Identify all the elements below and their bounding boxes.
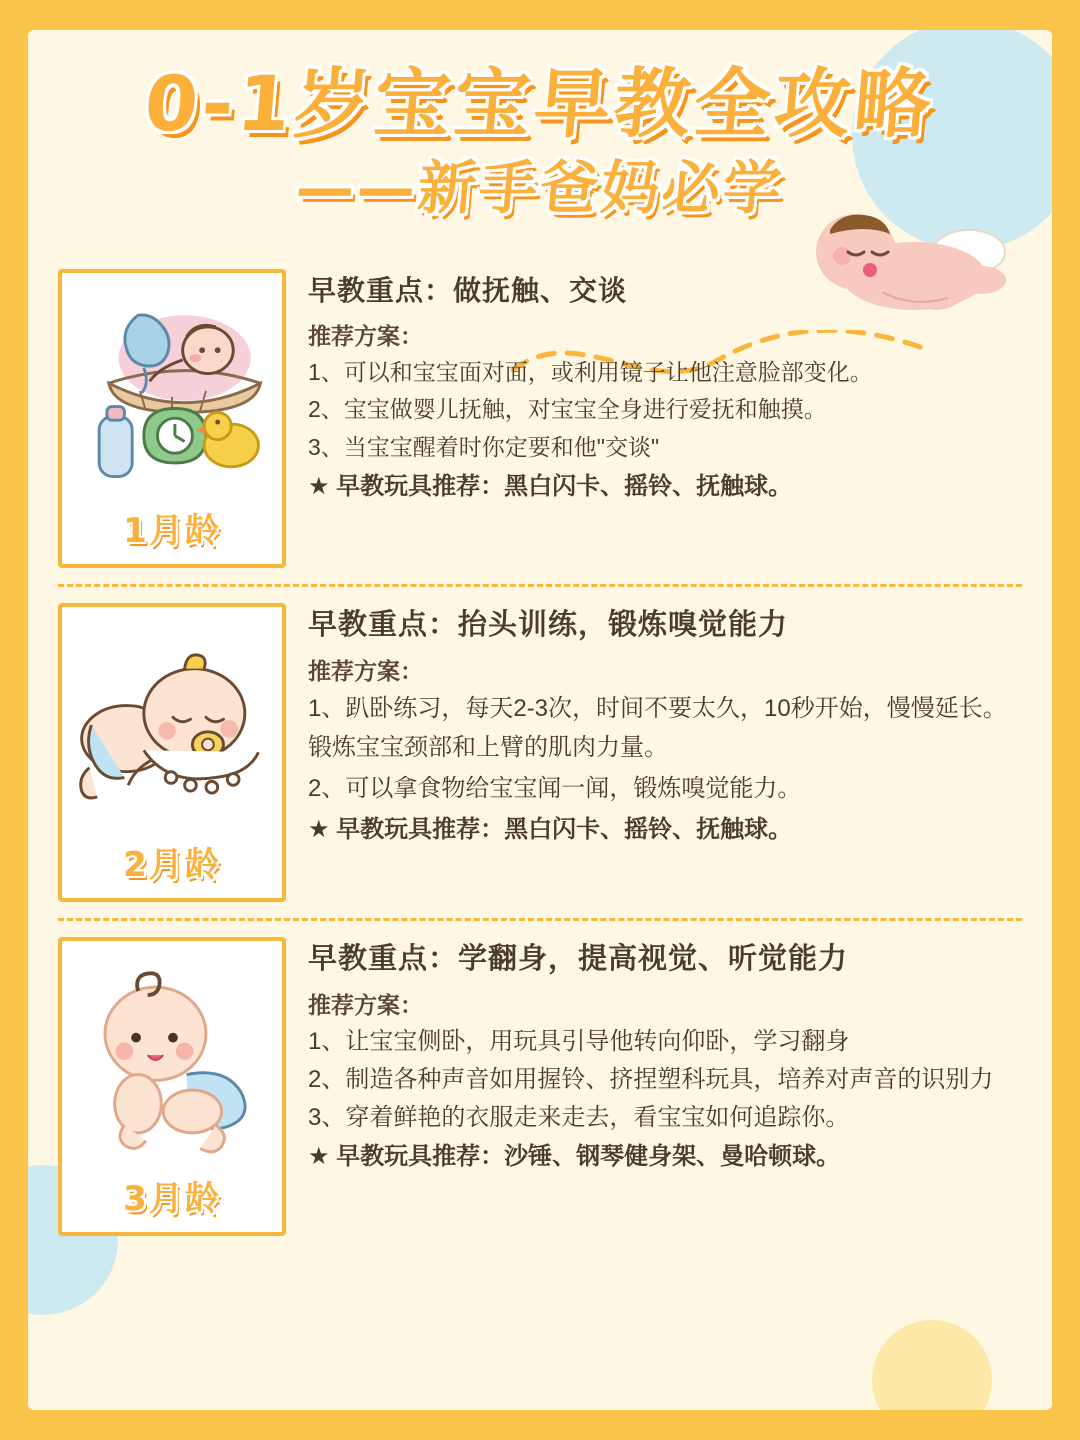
step-1-3: 3、当宝宝醒着时你定要和他"交谈" xyxy=(308,434,660,461)
focus-2: 早教重点：抬头训练，锻炼嗅觉能力 xyxy=(308,609,789,642)
decorative-yellow-circle xyxy=(872,1320,992,1410)
toys-3: ★ 早教玩具推荐：沙锤、钢琴健身架、曼哈顿球。 xyxy=(308,1143,841,1171)
age-label-2: 2月龄 xyxy=(123,845,221,886)
toys-1: ★ 早教玩具推荐：黑白闪卡、摇铃、抚触球。 xyxy=(308,472,793,500)
thumbnail-month-2 xyxy=(58,603,286,902)
page-title: 0-1岁宝宝早教全攻略 xyxy=(141,59,939,148)
section-month-2 xyxy=(58,597,1022,912)
plan-label-1: 推荐方案： xyxy=(308,322,423,349)
section-month-3 xyxy=(58,931,1022,1246)
page-subtitle: ——新手爸妈必学 xyxy=(293,153,788,222)
step-2-1: 1、趴卧练习，每天2-3次，时间不要太久，10秒开始，慢慢延长。锻炼宝宝颈部和上臂的肌肉力量。 xyxy=(308,695,1007,761)
thumbnail-month-1 xyxy=(58,269,286,568)
section-divider-2 xyxy=(58,918,1022,921)
toys-2: ★ 早教玩具推荐：黑白闪卡、摇铃、抚触球。 xyxy=(308,815,793,843)
poster-inner xyxy=(28,30,1052,1410)
step-3-2: 2、制造各种声音如用握铃、挤捏塑科玩具，培养对声音的识别力 xyxy=(308,1066,994,1094)
step-1-1: 1、可以和宝宝面对面，或利用镜子让他注意脸部变化。 xyxy=(308,358,873,385)
crawling-baby-illustration xyxy=(70,951,274,1169)
age-label-3: 3月龄 xyxy=(123,1179,221,1220)
sleeping-baby-illustration xyxy=(786,190,1016,320)
step-3-1: 1、让宝宝侧卧，用玩具引导他转向仰卧，学习翻身 xyxy=(308,1028,850,1056)
age-label-1: 1月龄 xyxy=(123,511,221,552)
plan-label-3: 推荐方案： xyxy=(308,992,423,1019)
section-divider-1 xyxy=(58,584,1022,587)
tummy-time-baby-illustration xyxy=(70,617,274,835)
step-2-2: 2、可以拿食物给宝宝闻一闻，锻炼嗅觉能力。 xyxy=(308,774,802,802)
content-month-3 xyxy=(308,937,1022,1173)
step-3-3: 3、穿着鲜艳的衣服走来走去，看宝宝如何追踪你。 xyxy=(308,1104,850,1132)
thumbnail-month-3 xyxy=(58,937,286,1236)
step-1-2: 2、宝宝做婴儿抚触，对宝宝全身进行爱抚和触摸。 xyxy=(308,396,827,423)
baby-scale-illustration xyxy=(70,283,274,501)
content-month-2 xyxy=(308,603,1022,846)
plan-label-2: 推荐方案： xyxy=(308,658,423,685)
sections-list xyxy=(28,263,1052,1246)
focus-3: 早教重点：学翻身，提高视觉、听觉能力 xyxy=(308,943,849,976)
focus-1: 早教重点：做抚触、交谈 xyxy=(308,275,628,307)
